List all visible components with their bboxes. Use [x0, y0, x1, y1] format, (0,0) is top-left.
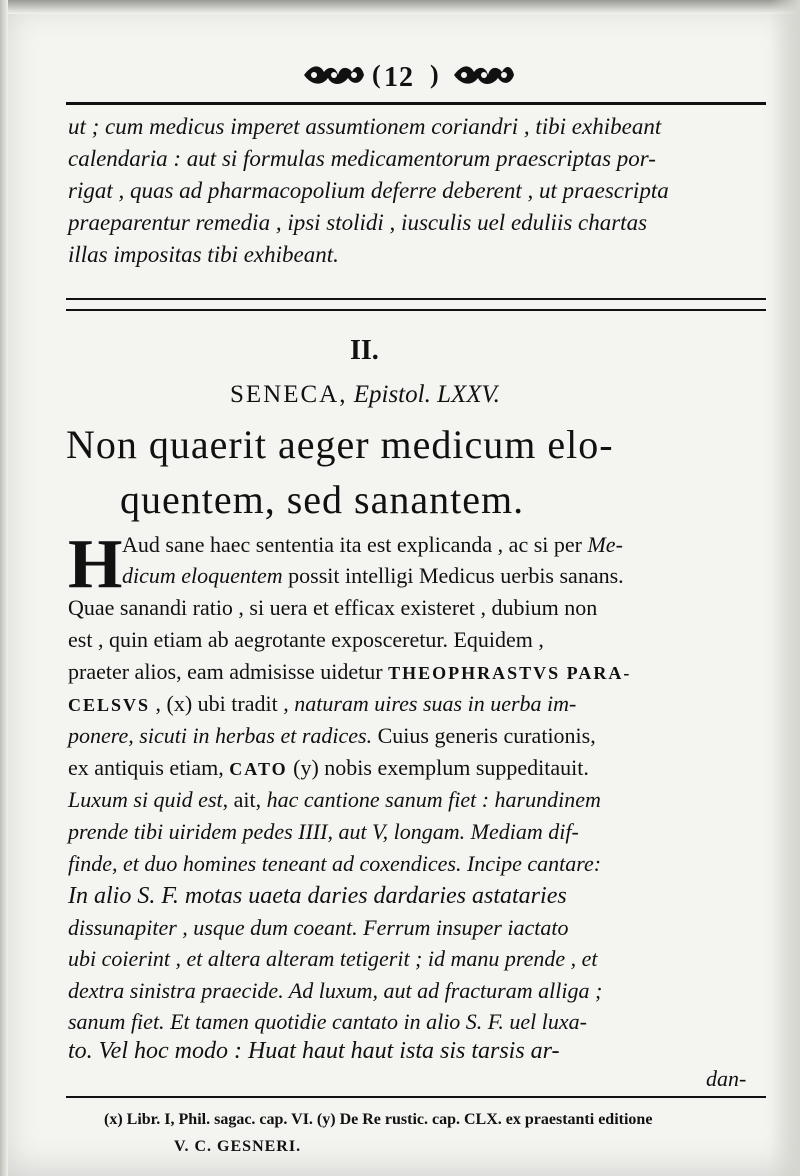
text-line: illas impositas tibi exhibeant. [68, 242, 339, 267]
text-line: dicum eloquentem possit intelligi Medicus uerbis sanans. [122, 563, 624, 588]
text-line: to. Vel hoc modo : Huat haut haut ista sis tarsis ar- [68, 1038, 560, 1064]
drop-cap: H [68, 526, 123, 603]
header-right-bracket: ) [430, 60, 439, 89]
text-line: finde, et duo homines teneant ad coxendices. Incipe cantare: [68, 851, 602, 876]
text-line: rigat , quas ad pharmacopolium deferre deberent , ut praescripta [68, 178, 669, 203]
section-title-line-2: quentem, sed sanantem. [120, 477, 525, 522]
ornament-right-icon [452, 64, 516, 86]
page-number: 12 [384, 62, 414, 93]
text-line: calendaria : aut si formulas medicamentorum praescriptas por- [68, 146, 656, 171]
text-line: Luxum si quid est, ait, hac cantione sanum fiet : harundinem [68, 787, 601, 812]
text-line: CELSVS , (x) ubi tradit , naturam uires suas in uerba im- [68, 691, 577, 716]
text-line: ponere, sicuti in herbas et radices. Cuius generis curationis, [68, 723, 596, 748]
text-line: sanum fiet. Et tamen quotidie cantato in alio S. F. uel luxa- [68, 1009, 587, 1034]
text-line: In alio S. F. motas uaeta daries dardaries astataries [68, 883, 567, 909]
text-line: ex antiquis etiam, CATO (y) nobis exemplum suppeditauit. [68, 755, 589, 780]
page-right-edge [770, 0, 800, 1176]
text-line: praeparentur remedia , ipsi stolidi , iusculis uel eduliis chartas [68, 210, 648, 235]
text-line: dextra sinistra praecide. Ad luxum, aut ad fracturam alliga ; [68, 978, 603, 1003]
footnote-line-2: V. C. GESNERI. [174, 1138, 302, 1155]
header-rule [66, 102, 766, 105]
header-left-bracket: ( [372, 60, 381, 89]
text-line: prende tibi uiridem pedes IIII, aut V, longam. Mediam dif- [68, 819, 579, 844]
section-rule-top [66, 298, 766, 300]
ornament-left-icon [302, 64, 366, 86]
catchword: dan- [706, 1066, 747, 1091]
text-line: est , quin etiam ab aegrotante exposceretur. Equidem , [68, 627, 544, 652]
text-line: Quae sanandi ratio , si uera et efficax existeret , dubium non [68, 595, 598, 620]
section-number: II. [350, 335, 379, 366]
section-title-line-1: Non quaerit aeger medicum elo- [66, 422, 614, 467]
page-left-edge [0, 0, 8, 1176]
footnote-line-1: (x) Libr. I, Phil. sagac. cap. VI. (y) De Re rustic. cap. CLX. ex praestanti editione [104, 1111, 653, 1128]
section-source [230, 381, 500, 409]
page-top-edge [0, 0, 800, 14]
section-rule-bottom [66, 309, 766, 311]
text-line: ut ; cum medicus imperet assumtionem coriandri , tibi exhibeant [68, 114, 662, 139]
source-work: Epistol. LXXV. [353, 381, 500, 408]
source-author: SENECA, [230, 381, 348, 408]
text-line: ubi coierint , et altera alteram tetigerit ; id manu prende , et [68, 946, 598, 971]
text-line: Aud sane haec sententia ita est explicanda , ac si per Me- [122, 532, 623, 557]
footnote-rule [66, 1096, 766, 1098]
running-header [0, 60, 800, 94]
text-line: praeter alios, eam admisisse uidetur THEOPHRASTVS PARA- [68, 659, 632, 684]
text-line: dissunapiter , usque dum coeant. Ferrum insuper iactato [68, 915, 569, 940]
